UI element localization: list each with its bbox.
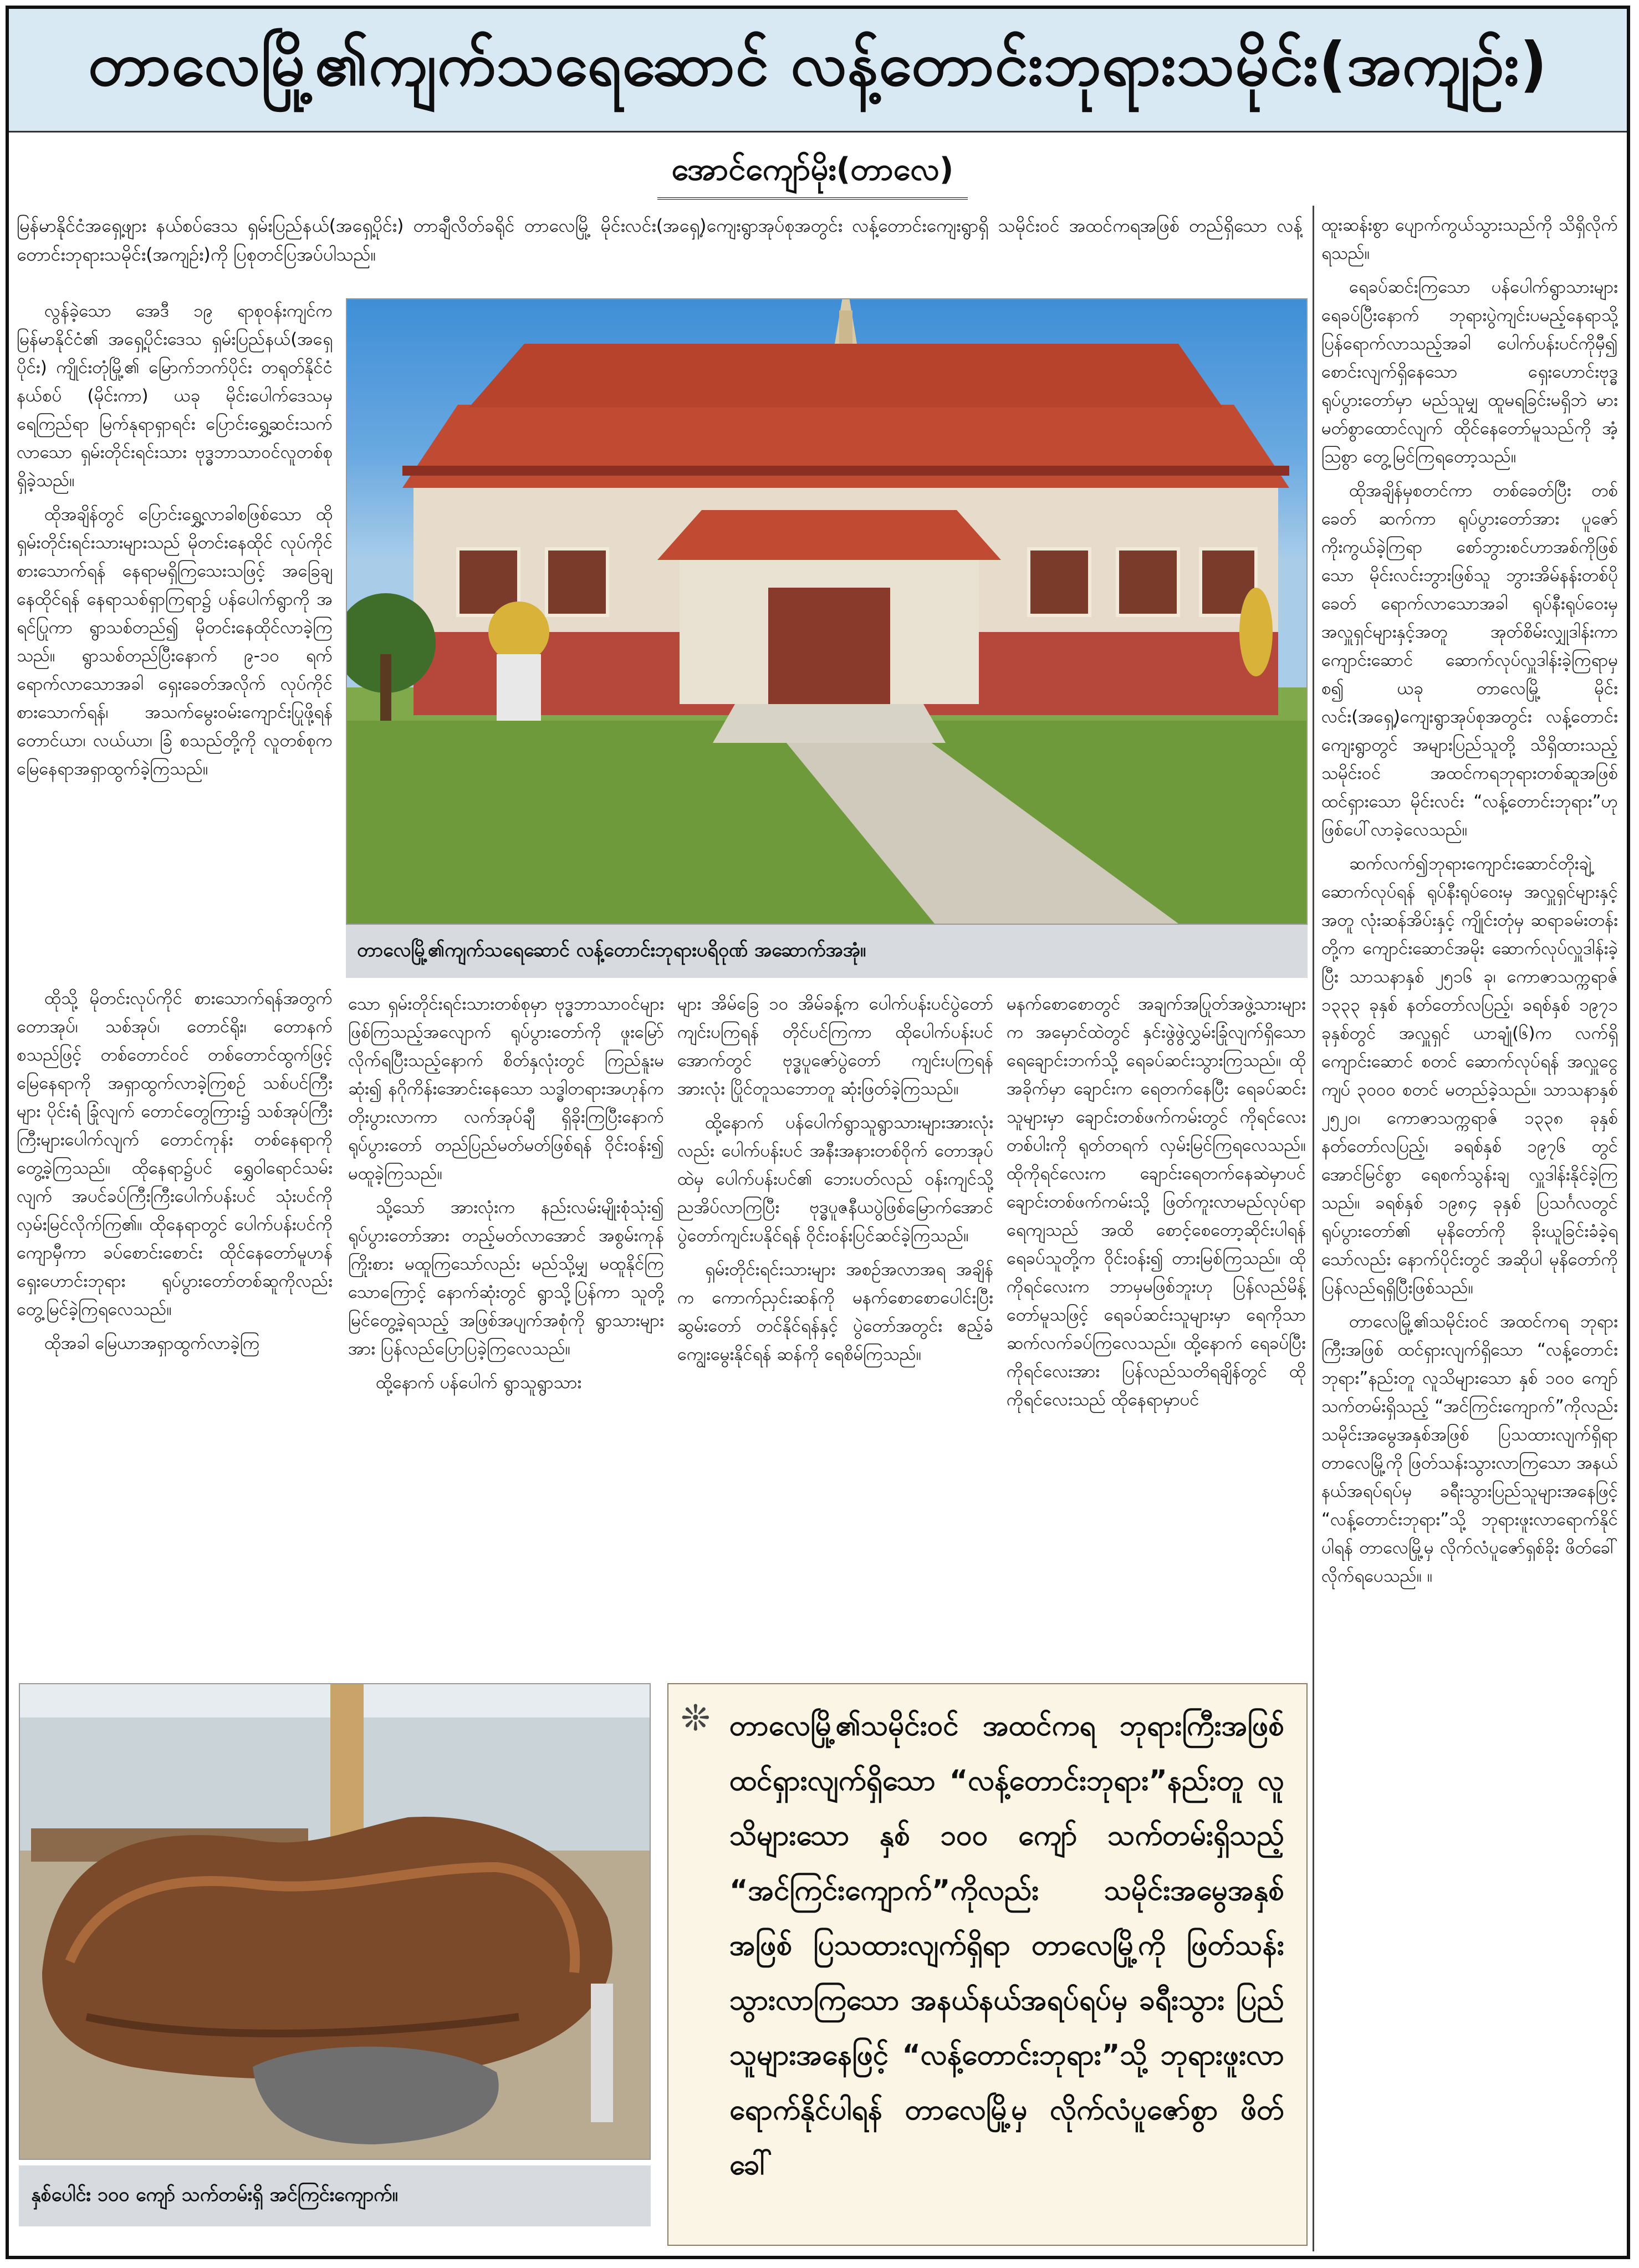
lede-text: မြန်မာနိုင်ငံအရှေ့ဖျား နယ်စပ်ဒေသ ရှမ်းပြည်နယ်(အရှေ့ပိုင်း) တာချီလိတ်ခရိုင် တာလေမြို့ မိုင်းလင်း(အရှေ့)ကျေးရွာအုပ်စုအတွင်း လန့်တောင်းကျေးရွာရှိ သမိုင်းဝင် အထင်ကရအဖြစ် တည်ရှိသော လန့်တောင်းဘုရားသမိုင်း(အကျဉ်း)ကို ပြစုတင်ပြအပ်ပါသည်။ [17,215,1303,265]
pull-quote-box [667,1683,1308,2246]
petrified-wood-illustration [20,1684,650,2159]
paragraph: ထူးဆန်းစွာ ပျောက်ကွယ်သွားသည်ကို သိရှိလိုက်ရသည်။ [1321,215,1618,263]
column-5 [1321,211,1618,2251]
ornament-icon: ❊ [681,1698,711,1739]
paragraph: ထိုအချိန်တွင် ပြောင်းရွှေ့လာခါစဖြစ်သော ထိုရှမ်းတိုင်းရင်းသားများသည် မိုတင်းနေထိုင် လုပ်ကိုင်စားသောက်ရန် နေရာမရှိကြသေးသဖြင့် အခြေချနေထိုင်ရန် နေရာသစ်ရှာကြရာ၌ ပန်ပေါက်ရွာကို အရင်ပြုကာ ရွာသစ်တည်၍ မိုတင်းနေထိုင်လာခဲ့ကြသည်။ ရွာသစ်တည်ပြီးနောက် ၉-၁၀ ရက် ရောက်လာသောအခါ ရှေးခေတ်အလိုက် လုပ်ကိုင်စားသောက်ရန်၊ အသက်မွေးဝမ်းကျောင်းပြုဖို့ရန် တောင်ယာ၊ လယ်ယာ၊ ခြံ စသည်တို့ကို လူတစ်စုက မြေနေရာအရှာထွက်ခဲ့ကြသည်။ [17,504,333,779]
column-3 [677,990,993,1666]
paragraph: ထို့နောက် ပန်ပေါက်ရွာသူရွာသားများအားလုံးလည်း ပေါက်ပန်းပင် အနီးအနားတစ်ဝိုက် တောအုပ်ထဲမှ ပေါက်ပန်းပင်၏ ဘေးပတ်လည် ဝန်းကျင်သို့ ညအိပ်လာကြပြီး ဗုဒ္ဓပူဇနီယပွဲဖြစ်မြောက်အောင် ပွဲတော်ကျင်းပနိုင်ရန် ဝိုင်းဝန်းပြင်ဆင်ခဲ့ကြသည်။ [677,1113,993,1246]
paragraph: ထို့နောက် ပန်ပေါက် ရွာသူရွာသား [376,1373,582,1393]
headline: တာလေမြို့၏ကျက်သရေဆောင် လန့်တောင်းဘုရားသမိုင်း(အကျဉ်း) [88,30,1548,99]
temple-illustration [347,299,1306,924]
stone-photo [19,1683,651,2160]
photo-caption: နှစ်ပေါင်း ၁၀၀ ကျော် သက်တမ်းရှိ အင်ကြင်းကျောက်။ [19,2165,651,2226]
column-1-bottom [17,985,333,1666]
paragraph: ထိုအချိန်မှစတင်ကာ တစ်ခေတ်ပြီး တစ်ခေတ် ဆက်ကာ ရုပ်ပွားတော်အား ပူဇော်ကိုးကွယ်ခဲ့ကြရာ စော်ဘွားစင်ဟာအစ်ကိုဖြစ်သော မိုင်းလင်းဘွားဖြစ်သူ ဘွားအိမ်နန်းတစ်ပိုခေတ် ရောက်လာသောအခါ ရုပ်နီးရုပ်ဝေးမှ အလှူရှင်များနှင့်အတူ အုတ်စိမ်းလျှုဒါန်းကာ ကျောင်းဆောင် ဆောက်လုပ်လှူဒါန်းခဲ့ကြရာမှ စ၍ ယခု တာလေမြို့ မိုင်းလင်း(အရှေ့)ကျေးရွာအုပ်စုအတွင်း လန့်တောင်းကျေးရွာတွင် အများပြည်သူတို့ သိရှိထားသည့် သမိုင်းဝင် အထင်ကရဘုရားတစ်ဆူအဖြစ် ထင်ရှားသော မိုင်းလင်း “လန့်တောင်းဘုရား”ဟု ဖြစ်ပေါ်လာခဲ့လေသည်။ [1321,481,1618,840]
paragraph: ထိုသို့ မိုတင်းလုပ်ကိုင် စားသောက်ရန်အတွက် တောအုပ်၊ သစ်အုပ်၊ တောင်ရိုး၊ တောနက် စသည်ဖြင့် တစ်တောင်ဝင် တစ်တောင်ထွက်ဖြင့် မြေနေရာကို အရှာထွက်လာခဲ့ကြစဉ် သစ်ပင်ကြီးများ ပိုင်းရံ ခြုံလျက် တောင်တွေကြား၌ သစ်အုပ်ကြီးကြီးများပေါက်လျက် တောင်ကုန်း တစ်နေရာကို တွေ့ခဲ့ကြသည်။ ထိုနေရာ၌ပင် ရွှေဝါရောင်သမ်းလျက် အပင်ခပ်ကြီးကြီးပေါက်ပန်းပင် သုံးပင်ကို လှမ်းမြင်လိုက်ကြ၏။ ထိုနေရာတွင် ပေါက်ပန်းပင်ကို ကျောမှီကာ ခပ်စောင်းစောင်း ထိုင်နေတော်မူဟန် ရှေးဟောင်းဘုရား ရုပ်ပွားတော်တစ်ဆူကိုလည်း တွေ့မြင်ခဲ့ကြရလေသည်။ [17,988,333,1319]
paragraph: တာလေမြို့၏သမိုင်းဝင် အထင်ကရ ဘုရားကြီးအဖြစ် ထင်ရှားလျက်ရှိသော “လန့်တောင်းဘုရား”နည်းတူ လူသိများသော နှစ် ၁၀၀ ကျော် သက်တမ်းရှိသည့် “အင်ကြင်းကျောက်”ကိုလည်း သမိုင်းအမွေအနှစ်အဖြစ် ပြသထားလျက်ရှိရာ တာလေမြို့ကို ဖြတ်သန်းသွားလာကြသော အနယ်နယ်အရပ်ရပ်မှ ခရီးသွားပြည်သူများအနေဖြင့် “လန့်တောင်းဘုရား”သို့ ဘုရားဖူးလာရောက်နိုင်ပါရန် တာလေမြို့မှ လိုက်လံပူဇော်ရှစ်ခိုး ဖိတ်ခေါ်လိုက်ရပေသည်။ ။ [1321,1312,1618,1586]
newspaper-page [6,6,1630,2259]
column-divider [1313,206,1314,2251]
column-4 [1007,990,1306,1666]
paragraph: သို့သော် အားလုံးက နည်းလမ်းမျိုးစုံသုံး၍ ရုပ်ပွားတော်အား တည့်မတ်လာအောင် အစွမ်းကုန်ကြိုးစား မထူကြသော်လည်း မည်သို့မျှ မထူနိုင်ကြသောကြောင့် နောက်ဆုံးတွင် ရွာသို့ပြန်ကာ သူတို့မြင်တွေ့ခဲ့ရသည့် အဖြစ်အပျက်အစုံကို ရွာသားများအား ပြန်လည်ပြောပြခဲ့ကြလေသည်။ [348,1197,664,1359]
photo-caption: တာလေမြို့၏ကျက်သရေဆောင် လန့်တောင်းဘုရားပရိဝုဏ် အဆောက်အအုံ။ [346,925,1308,978]
paragraph: ရှမ်းတိုင်းရင်းသားများ အစဉ်အလာအရ အချိန်က ကောက်ညှင်းဆန်ကို မနက်စောစောပေါင်းပြီး ဆွမ်းတော် တင်နိုင်ရန်နှင့် ပွဲတော်အတွင်း ဧည့်ခံကျွေးမွေးနိုင်ရန် ဆန်ကို ရေစိမ်ကြသည်။ [677,1260,993,1364]
paragraph: ရေခပ်ဆင်းကြသော ပန်ပေါက်ရွာသားများ ရေခပ်ပြီးနောက် ဘုရားပွဲကျင်းပမည့်နေရာသို့ ပြန်ရောက်လာသည့်အခါ ပေါက်ပန်းပင်ကိုမှီ၍ စောင်းလျက်ရှိနေသော ရှေးဟောင်းဗုဒ္ဓရုပ်ပွားတော်မှာ မည်သူမျှ ထူမရခြင်းမရှိဘဲ မားမတ်စွာထောင်လျက် ထိုင်နေတော်မူသည်ကို အံ့သြစွာ တွေ့မြင်ကြရတော့သည်။ [1321,277,1618,467]
pull-quote-text: တာလေမြို့၏သမိုင်းဝင် အထင်ကရ ဘုရားကြီးအဖြစ် ထင်ရှားလျက်ရှိသော “လန့်တောင်းဘုရား”နည်းတူ လူသိများသော နှစ် ၁၀၀ ကျော် သက်တမ်းရှိသည့် “အင်ကြင်းကျောက်”ကိုလည်း သမိုင်းအမွေအနှစ်အဖြစ် ပြသထားလျက်ရှိရာ တာလေမြို့ကို ဖြတ်သန်းသွားလာကြသော အနယ်နယ်အရပ်ရပ်မှ ခရီးသွား ပြည်သူများအနေဖြင့် “လန့်တောင်းဘုရား”သို့ ဘုရားဖူးလာရောက်နိုင်ပါရန် တာလေမြို့မှ လိုက်လံပူဇော်စွာ ဖိတ်ခေါ် [729,1710,1284,2182]
paragraph: လွန်ခဲ့သော အေဒီ ၁၉ ရာစုဝန်းကျင်က မြန်မာနိုင်ငံ၏ အရှေ့ပိုင်းဒေသ ရှမ်းပြည်နယ်(အရှေ့ပိုင်း) ကျိုင်းတုံမြို့၏ မြောက်ဘက်ပိုင်း တရုတ်နိုင်ငံနယ်စပ် (မိုင်းကာ) ယခု မိုင်းပေါက်ဒေသမှ ရေကြည်ရာ မြက်နုရာရှာရင်း ပြောင်းရွှေ့ဆင်းသက်လာသော ရှမ်းတိုင်းရင်းသား ဗုဒ္ဓဘာသာဝင်လူတစ်စု ရှိခဲ့သည်။ [17,301,333,491]
headline-band [9,9,1627,132]
byline: အောင်ကျော်မိုး(တာလေ) [657,147,968,200]
paragraph: ထိုအခါ မြေယာအရှာထွက်လာခဲ့ကြ [44,1333,260,1353]
paragraph: မနက်စောစောတွင် အချက်အပြုတ်အဖွဲ့သားများက အမှောင်ထဲတွင် နှင်းဖွဲဖွဲလွှမ်းခြုံလျက်ရှိသော ရေချောင်းဘက်သို့ ရေခပ်ဆင်းသွားကြသည်။ ထိုအခိုက်မှာ ချောင်းက ရေတက်နေပြီး ရေခပ်ဆင်းသူများမှာ ချောင်းတစ်ဖက်ကမ်းတွင် ကိုရင်လေးတစ်ပါးကို ရုတ်တရက် လှမ်းမြင်ကြရလေသည်။ ထိုကိုရင်လေးက ချောင်းရေတက်နေဆဲမှာပင် ချောင်းတစ်ဖက်ကမ်းသို့ ဖြတ်ကူးလာမည်လုပ်ရာ ရေကျသည် အထိ စောင့်စေတော့ဆိုင်းပါရန် ရေခပ်သူတို့က ဝိုင်းဝန်း၍ တားမြစ်ကြသည်။ ထိုကိုရင်လေးက ဘာမှမဖြစ်ဘူးဟု ပြန်လည်မိန့်တော်မူသဖြင့် ရေခပ်ဆင်းသူများမှာ ရေကိုသာ ဆက်လက်ခပ်ကြလေသည်။ ထို့နောက် ရေခပ်ပြီး ကိုရင်လေးအား ပြန်လည်သတိရချိန်တွင် ထိုကိုရင်လေးသည် ထိုနေရာမှာပင် [1007,994,1306,1410]
column-1-top [17,297,333,985]
column-2 [348,990,664,1666]
paragraph: ဆက်လက်၍ဘုရားကျောင်းဆောင်တိုးချဲ့ဆောက်လုပ်ရန် ရုပ်နီးရုပ်ဝေးမှ အလှူရှင်များနှင့်အတူ လုံးဆန်အိပ်းနှင့် ကျိုင်းတုံမှ ဆရာခမ်းတန်းတို့က ကျောင်းဆောင်အမိုး ဆောက်လုပ်လှူဒါန်းခဲ့ပြီး သာသနာနှစ် ၂၅၁၆ ခု၊ ကောဇာသက္ကရာဇ် ၁၃၃၃ ခုနှစ် နတ်တော်လပြည့်၊ ခရစ်နှစ် ၁၉၇၁ ခုနှစ်တွင် အလှူရှင် ယာချုံ(၆)က လက်ရှိ ကျောင်းဆောင် စတင် ဆောက်လုပ်ရန် အလှူငွေ ကျပ် ၃၀၀၀ စတင် မတည်ခဲ့သည်။ သာသနာနှစ် ၂၅၂၀၊ ကောဇာသက္ကရာဇ် ၁၃၃၈ ခုနှစ် နတ်တော်လပြည့်၊ ခရစ်နှစ် ၁၉၇၆ တွင် အောင်မြင်စွာ ရေစက်သွန်းချ လှူဒါန်းနိုင်ခဲ့ကြသည်။ ခရစ်နှစ် ၁၉၈၄ ခုနှစ် ပြသင်္ဂလတွင် ရုပ်ပွားတော်၏ မုနိတော်ကို ခိုးယူခြင်းခံခဲ့ရသော်လည်း နောက်ပိုင်းတွင် အဆိုပါ မုနိတော်ကို ပြန်လည်ရရှိပြီးဖြစ်သည်။ [1321,854,1618,1298]
lede-paragraph [17,211,1303,278]
paragraph: သော ရှမ်းတိုင်းရင်းသားတစ်စုမှာ ဗုဒ္ဓဘာသာဝင်များဖြစ်ကြသည့်အလျောက် ရုပ်ပွားတော်ကို ဖူးမြော်လိုက်ရပြီးသည့်နောက် စိတ်နှလုံးတွင် ကြည်နူးမဆုံး၍ နဂိုကိန်းအောင်းနေသော သဒ္ဓါတရားအဟုန်က တိုးပွားလာကာ လက်အုပ်ချီ ရှိခိုးကြပြီးနောက် ရုပ်ပွားတော် တည်ပြည်မတ်မတ်ဖြစ်ရန် ဝိုင်းဝန်း၍ မထူခဲ့ကြသည်။ [348,994,664,1184]
paragraph: များ အိမ်ခြေ ၁၀ အိမ်ခန့်က ပေါက်ပန်းပင်ပွဲတော် ကျင်းပကြရန် တိုင်ပင်ကြကာ ထိုပေါက်ပန်းပင်အောက်တွင် ဗုဒ္ဓပူဇော်ပွဲတော် ကျင်းပကြရန် အားလုံး ပြိုင်တူသဘောတူ ဆုံးဖြတ်ခဲ့ကြသည်။ [677,994,993,1099]
temple-photo [346,298,1308,925]
